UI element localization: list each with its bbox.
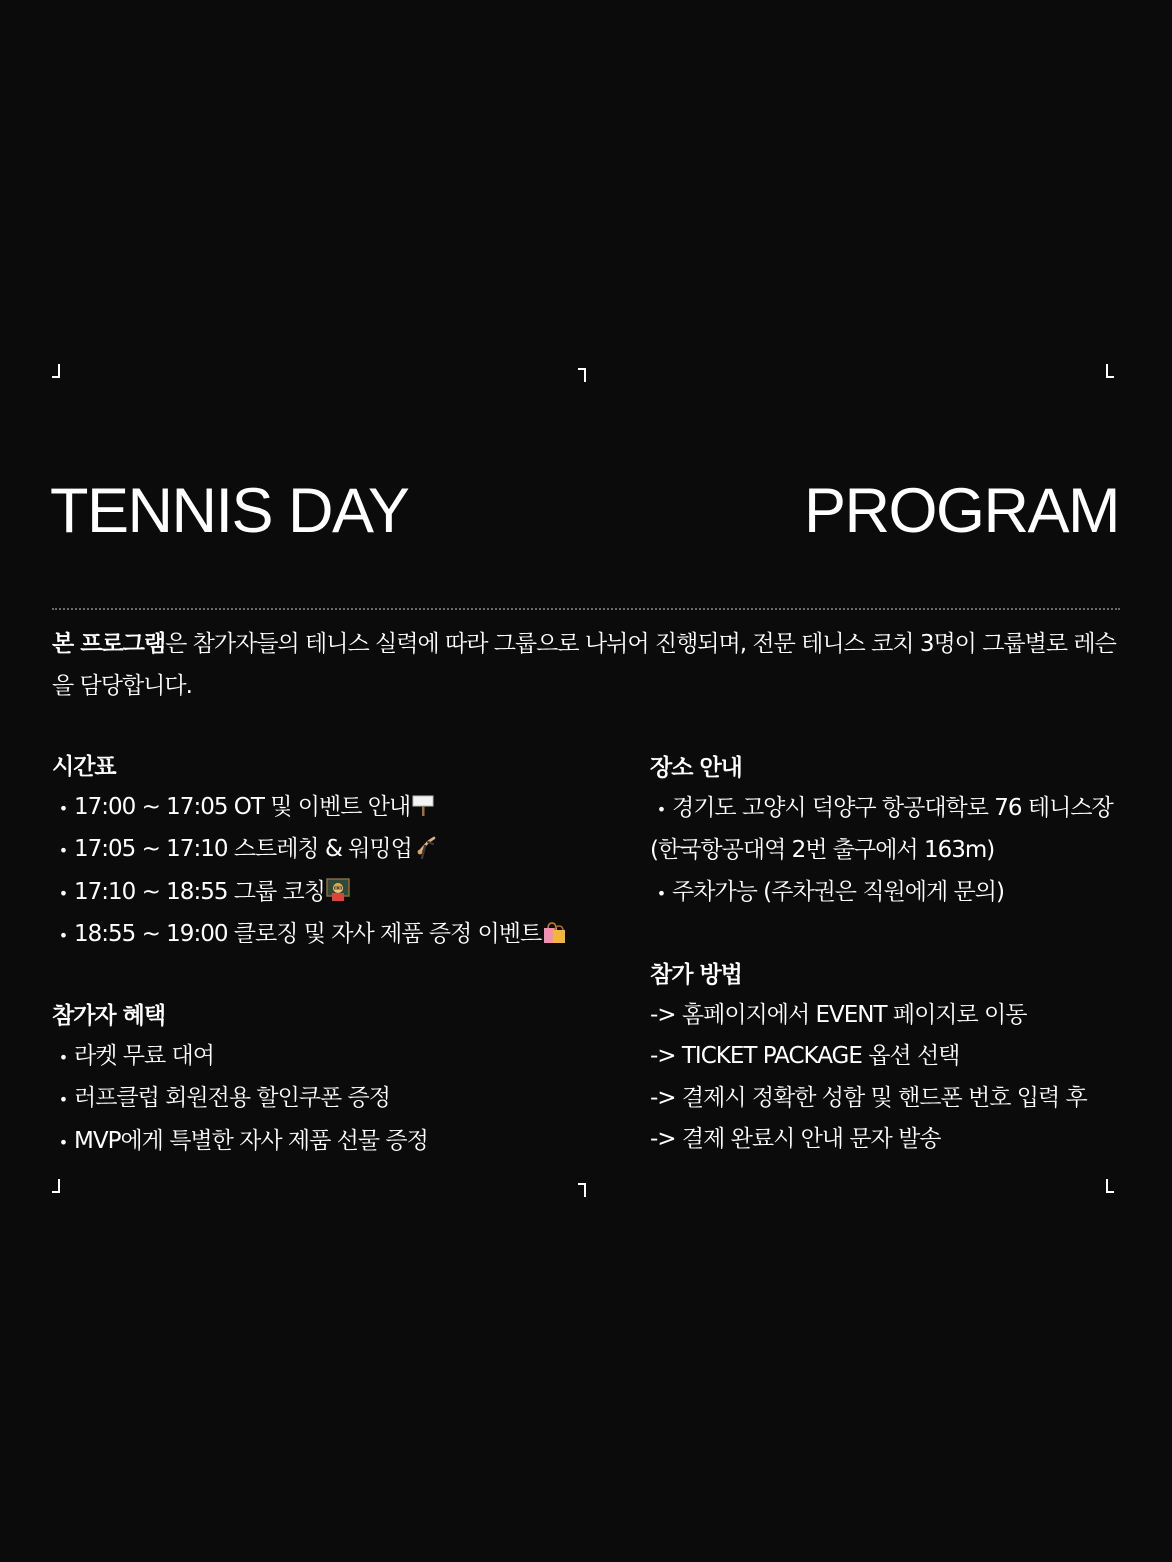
benefit-item (52, 1078, 582, 1120)
frame-corner-marker (1106, 364, 1114, 378)
location-directions-text: (한국항공대역 2번 출구에서 163m) (650, 837, 995, 864)
schedule-item (52, 829, 582, 871)
howto-list (650, 995, 1172, 1161)
intro-paragraph (52, 623, 1122, 707)
location-address (650, 788, 1172, 830)
schedule-item (52, 787, 582, 829)
bullet: • (58, 883, 68, 903)
location-address-text: 경기도 고양시 덕양구 항공대학로 76 테니스장 (672, 795, 1113, 821)
schedule-item-text: 17:00 ~ 17:05 OT 및 이벤트 안내 (74, 794, 411, 820)
bullet: • (656, 800, 666, 819)
teacher-icon (326, 878, 350, 902)
schedule-item (52, 914, 582, 956)
location-heading: 장소 안내 (650, 755, 742, 781)
frame-corner-marker (578, 368, 586, 382)
bullet: • (58, 841, 68, 861)
schedule-section (52, 747, 582, 957)
location-parking (650, 872, 1172, 914)
dotted-divider (52, 608, 1120, 610)
placard-icon (411, 793, 435, 817)
benefits-section (52, 996, 582, 1163)
howto-heading: 참가 방법 (650, 962, 742, 988)
shopping-bags-icon (542, 920, 566, 944)
benefit-item-text: 러프클럽 회원전용 할인쿠폰 증정 (74, 1085, 390, 1112)
cartwheel-icon (413, 835, 437, 859)
title-tennis-day: TENNIS DAY (50, 476, 409, 546)
schedule-list (52, 787, 582, 957)
frame-corner-marker (578, 1183, 586, 1197)
howto-section (650, 955, 1172, 1161)
howto-step: -> 결제 완료시 안내 문자 발송 (650, 1126, 941, 1153)
benefit-item (52, 1121, 582, 1163)
title-program: PROGRAM (803, 476, 1119, 546)
location-parking-text: 주차가능 (주차권은 직원에게 문의) (672, 878, 1004, 905)
bullet: • (656, 883, 666, 903)
bullet: • (58, 1132, 68, 1152)
frame-corner-marker (52, 1179, 60, 1193)
location-list (650, 788, 1172, 914)
schedule-item-text: 17:10 ~ 18:55 그룹 코칭 (74, 878, 325, 905)
schedule-heading: 시간표 (52, 754, 116, 780)
benefit-item (52, 1036, 582, 1078)
frame-corner-marker (52, 364, 60, 378)
bullet: • (58, 1090, 68, 1110)
bullet: • (58, 1048, 68, 1067)
benefit-item-text: 라켓 무료 대여 (74, 1043, 214, 1069)
howto-step: -> 결제시 정확한 성함 및 핸드폰 번호 입력 후 (650, 1084, 1087, 1111)
benefit-item-text: MVP에게 특별한 자사 제품 선물 증정 (74, 1127, 428, 1154)
bullet: • (58, 926, 68, 946)
intro-bold: 본 프로그램 (52, 631, 166, 657)
location-section (650, 748, 1172, 914)
intro-text: 은 참가자들의 테니스 실력에 따라 그룹으로 나뉘어 진행되며, 전문 테니스 코치 3명이 그룹별로 레슨을 담당합니다. (52, 631, 1116, 699)
bullet: • (58, 799, 68, 818)
location-directions (650, 830, 1172, 871)
frame-corner-marker (1106, 1179, 1114, 1193)
schedule-item-text: 17:05 ~ 17:10 스트레칭 & 워밍업 (74, 836, 412, 863)
howto-step: -> TICKET PACKAGE 옵션 선택 (650, 1043, 960, 1070)
schedule-item-text: 18:55 ~ 19:00 클로징 및 자사 제품 증정 이벤트 (74, 921, 542, 948)
schedule-item (52, 872, 582, 914)
benefits-heading: 참가자 혜택 (52, 1003, 166, 1029)
howto-step: -> 홈페이지에서 EVENT 페이지로 이동 (650, 1002, 1027, 1028)
benefits-list (52, 1036, 582, 1163)
